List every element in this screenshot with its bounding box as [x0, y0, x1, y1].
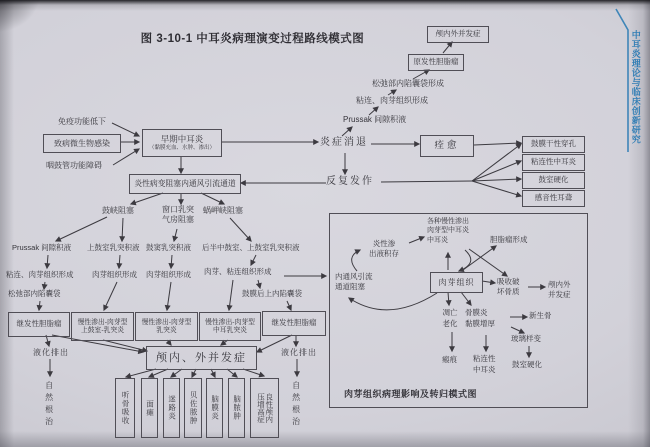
effusion-prussak: Prussak 间隙积液 [12, 243, 72, 252]
liquefaction-left: 液化排出 [33, 348, 69, 357]
pocket-posterior: 鼓膜后上内陷囊袋 [242, 289, 302, 298]
obstruction-isthmus: 鼓峡阻塞 [102, 206, 134, 215]
sequela-adhesive-om-box: 粘连性中耳炎 [522, 154, 585, 171]
granulation-1: 粘连、肉芽组织形成 [6, 270, 74, 279]
obstruction-promontory: 蜗岬峡阻塞 [203, 206, 243, 215]
complication-brain-abscess-box: 脑脓肿 [228, 378, 245, 438]
cure-box: 痊愈 [420, 135, 474, 157]
inset-granulation-box: 肉芽组织 [430, 272, 483, 293]
complication-ossicle-absorption-box: 听骨吸收 [115, 378, 135, 438]
inset-bone-destruction: 吸收破 坏骨质 [497, 277, 520, 297]
granulation-2: 肉芽组织形成 [92, 270, 137, 279]
inset-apoptosis: 凋亡 老化 [442, 308, 458, 328]
margin-tab-label: 中耳炎理论与临床创新研究 [630, 30, 641, 144]
granulation-3: 肉芽组织形成 [146, 270, 191, 279]
inset-periostitis: 骨膜炎 黏膜增厚 [465, 308, 495, 328]
complication-labyrinthitis-box: 迷路炎 [163, 378, 180, 438]
early-otitis-box [142, 129, 222, 157]
inset-chronic-om: 各种慢性渗出 肉芽型中耳炎 中耳炎 [427, 218, 469, 244]
inset-complications: 颅内外 并发症 [548, 280, 571, 300]
cranial-complications-top-box: 颅内外并发症 [427, 26, 489, 43]
recurrent-attacks: 反复发作 [326, 176, 374, 187]
inflammation-subside: 炎症消退 [320, 137, 368, 148]
granulation-4: 肉芽、粘连组织形成 [204, 267, 272, 276]
liquefaction-right: 液化排出 [281, 348, 317, 357]
sequela-tympanosclerosis-box: 鼓室硬化 [522, 172, 585, 189]
effusion-posterior: 后半中鼓室、上鼓室乳突积液 [202, 243, 300, 252]
chronic-epitympanic-mastoiditis-box: 慢性渗出-肉芽型 上鼓室-乳突炎 [71, 312, 134, 341]
chain-adhesion-granulation: 粘连、肉芽组织形成 [356, 96, 428, 105]
effusion-antrum: 鼓窦乳突积液 [146, 243, 191, 252]
obstruction-window-mastoid: 窗口乳突 气房阻塞 [162, 205, 194, 224]
blockage-box: 炎性病变阻塞内通风引流通道 [129, 174, 241, 194]
complication-facial-palsy-box: 面瘫 [141, 378, 158, 438]
cause-pathogen-box: 致病微生物感染 [43, 134, 121, 153]
natural-cure-left: 自然根治 [44, 381, 54, 429]
natural-cure-right: 自然根治 [291, 381, 301, 429]
secondary-cholesteatoma-left-box: 继发性胆脂瘤 [8, 312, 70, 337]
cause-eustachian: 咽鼓管功能障碍 [46, 161, 102, 170]
figure-title: 图 3-10-1 中耳炎病理演变过程路线模式图 [140, 33, 365, 45]
inset-exudate: 炎性渗 出液积存 [369, 239, 399, 258]
chain-prussak-effusion: Prussak 间隙积液 [343, 115, 407, 124]
cause-immune-low: 免疫功能低下 [58, 117, 106, 126]
chronic-mastoiditis-box: 慢性渗出-肉芽型 乳突炎 [135, 312, 198, 341]
complication-meningitis-box: 脑膜炎 [206, 378, 223, 438]
inset-new-bone: 新生骨 [529, 311, 552, 320]
primary-cholesteatoma-box: 原发性胆脂瘤 [408, 54, 464, 71]
inset-tympanosclerosis: 鼓室硬化 [512, 360, 542, 369]
inset-cholesteatoma-formation: 胆脂瘤形成 [490, 235, 528, 244]
complication-intracranial-hypertension-box: 良性颅内 压增高症 [250, 378, 279, 438]
inset-scar: 瘢痕 [442, 355, 457, 364]
inset-channel-block: 内通风引流 通道阻塞 [335, 272, 373, 292]
secondary-cholesteatoma-right-box: 继发性胆脂瘤 [262, 311, 326, 336]
margin-tab-line [616, 9, 628, 152]
effusion-epitympanum: 上鼓室乳突积液 [87, 243, 140, 252]
inset-hyaline-degeneration: 玻璃样变 [511, 334, 541, 343]
inset-adhesive-om: 粘连性 中耳炎 [473, 354, 496, 374]
chronic-middle-ear-mastoiditis-box: 慢性渗出-肉芽型 中耳乳突炎 [199, 312, 261, 341]
chain-retraction-pocket: 松弛部内陷囊袋形成 [372, 79, 444, 88]
early-otitis-title: 早期中耳炎 [160, 133, 204, 144]
complications-box: 颅内、外并发症 [146, 346, 257, 370]
sequela-dry-perforation-box: 鼓膜干性穿孔 [522, 136, 585, 153]
sequela-deafness-box: 感音性耳聋 [522, 190, 585, 207]
inset-caption: 肉芽组织病理影响及转归模式图 [344, 389, 478, 399]
complication-bezold-abscess-box: 贝佐脓肿 [184, 378, 202, 438]
pocket-flaccida: 松弛部内陷囊袋 [8, 289, 61, 298]
early-otitis-subtitle: （黏膜充血、水肿、渗出） [148, 144, 215, 151]
